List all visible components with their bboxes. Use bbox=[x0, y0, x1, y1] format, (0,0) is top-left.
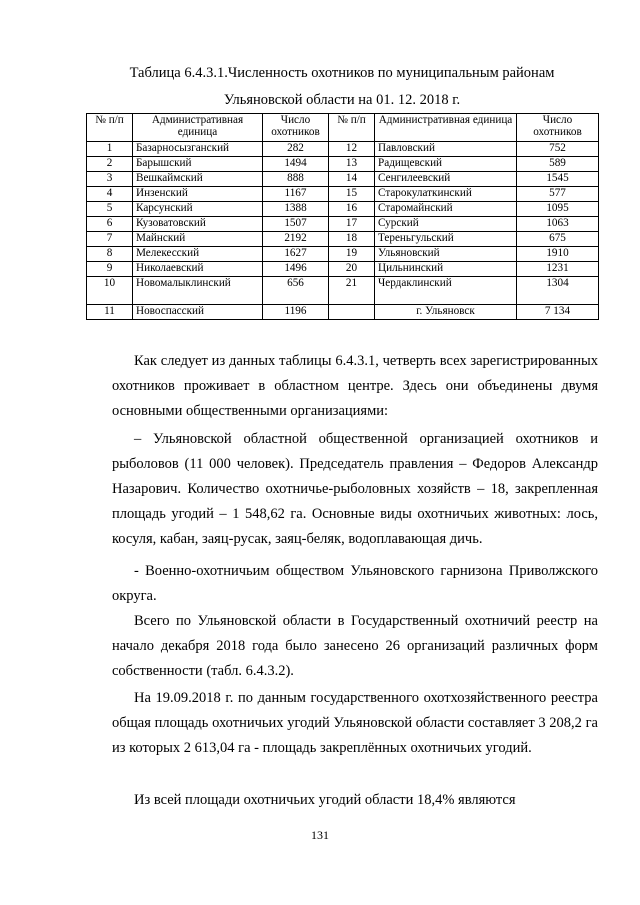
cell-number: 8 bbox=[87, 247, 133, 262]
header-number-2: № п/п bbox=[329, 114, 375, 142]
table-row bbox=[87, 262, 599, 277]
cell-unit: Сенгилеевский bbox=[375, 172, 517, 187]
cell-number: 1 bbox=[87, 142, 133, 157]
header-count-2: Число охотников bbox=[517, 114, 599, 142]
cell-unit: Павловский bbox=[375, 142, 517, 157]
cell-unit: Сурский bbox=[375, 217, 517, 232]
cell-count: 1388 bbox=[263, 202, 329, 217]
cell-unit: Радищевский bbox=[375, 157, 517, 172]
table-row bbox=[87, 305, 599, 320]
paragraph-2: – Ульяновской областной общественной организацией охотников и рыболовов (11 000 человек). Председатель правления – Федоров Александр Назарович. Количество охотничье-рыболовных хозяйств – 18, закрепленная площадь угодий – 1 548,62 га. Основные виды охотничьих животных: лось, косуля, кабан, заяц-русак, заяц-беляк, водоплавающая дичь. bbox=[112, 431, 598, 547]
cell-unit: Ульяновский bbox=[375, 247, 517, 262]
table-row bbox=[87, 187, 599, 202]
cell-number bbox=[329, 305, 375, 320]
paragraph-5: На 19.09.2018 г. по данным государственного охотхозяйственного реестра общая площадь охотничьих угодий Ульяновской области составляет 3 208,2 га из которых 2 613,04 га - площадь закреплённых охотничьих угодий. bbox=[112, 690, 598, 756]
cell-number: 21 bbox=[329, 277, 375, 305]
cell-number: 6 bbox=[87, 217, 133, 232]
cell-unit: Николаевский bbox=[133, 262, 263, 277]
cell-number: 20 bbox=[329, 262, 375, 277]
page-number: 131 bbox=[311, 828, 329, 842]
cell-unit: Старокулаткинский bbox=[375, 187, 517, 202]
cell-count: 282 bbox=[263, 142, 329, 157]
cell-number: 9 bbox=[87, 262, 133, 277]
cell-unit: Чердаклинский bbox=[375, 277, 517, 305]
cell-unit: Карсунский bbox=[133, 202, 263, 217]
hunters-table bbox=[86, 113, 599, 320]
table-row bbox=[87, 217, 599, 232]
cell-number: 13 bbox=[329, 157, 375, 172]
cell-count: 1167 bbox=[263, 187, 329, 202]
table-row bbox=[87, 247, 599, 262]
cell-count: 888 bbox=[263, 172, 329, 187]
cell-number: 4 bbox=[87, 187, 133, 202]
table-row bbox=[87, 157, 599, 172]
cell-unit: Старомайнский bbox=[375, 202, 517, 217]
cell-count: 1231 bbox=[517, 262, 599, 277]
cell-unit: Новомалыклинский bbox=[133, 277, 263, 305]
cell-count: 1494 bbox=[263, 157, 329, 172]
cell-unit: Инзенский bbox=[133, 187, 263, 202]
cell-number: 3 bbox=[87, 172, 133, 187]
table-row bbox=[87, 277, 599, 305]
cell-unit: Новоспасский bbox=[133, 305, 263, 320]
cell-number: 18 bbox=[329, 232, 375, 247]
cell-number: 7 bbox=[87, 232, 133, 247]
cell-unit: Вешкаймский bbox=[133, 172, 263, 187]
cell-unit: Цильнинский bbox=[375, 262, 517, 277]
cell-count: 656 bbox=[263, 277, 329, 305]
cell-count: 1304 bbox=[517, 277, 599, 305]
table-row bbox=[87, 232, 599, 247]
header-unit-2: Административная единица bbox=[375, 114, 517, 142]
cell-number: 19 bbox=[329, 247, 375, 262]
cell-count: 1545 bbox=[517, 172, 599, 187]
cell-number: 11 bbox=[87, 305, 133, 320]
cell-number: 16 bbox=[329, 202, 375, 217]
table-caption-line2: Ульяновской области на 01. 12. 2018 г. bbox=[223, 92, 461, 108]
cell-number: 2 bbox=[87, 157, 133, 172]
table-row bbox=[87, 142, 599, 157]
table-header-row bbox=[87, 114, 599, 142]
cell-count: 1095 bbox=[517, 202, 599, 217]
paragraph-1: Как следует из данных таблицы 6.4.3.1, четверть всех зарегистрированных охотников проживает в областном центре. Здесь они объединены двумя основными общественными организациями: bbox=[112, 353, 598, 419]
header-number: № п/п bbox=[87, 114, 133, 142]
paragraph-6: Из всей площади охотничьих угодий области 18,4% являются bbox=[134, 792, 516, 808]
cell-count: 1496 bbox=[263, 262, 329, 277]
cell-number: 15 bbox=[329, 187, 375, 202]
cell-unit: Кузоватовский bbox=[133, 217, 263, 232]
cell-unit: Базарносызганский bbox=[133, 142, 263, 157]
paragraph-3: - Военно-охотничьим обществом Ульяновского гарнизона Приволжского округа. bbox=[112, 563, 598, 604]
cell-count: 1627 bbox=[263, 247, 329, 262]
cell-number: 14 bbox=[329, 172, 375, 187]
cell-number: 17 bbox=[329, 217, 375, 232]
cell-unit: Мелекесский bbox=[133, 247, 263, 262]
cell-count: 1196 bbox=[263, 305, 329, 320]
cell-count: 752 bbox=[517, 142, 599, 157]
header-unit: Административная единица bbox=[133, 114, 263, 142]
cell-count: 2192 bbox=[263, 232, 329, 247]
cell-unit: г. Ульяновск bbox=[375, 305, 517, 320]
header-count: Число охотников bbox=[263, 114, 329, 142]
cell-count: 675 bbox=[517, 232, 599, 247]
table-row bbox=[87, 202, 599, 217]
table-caption-line1: Таблица 6.4.3.1.Численность охотников по муниципальным районам bbox=[129, 65, 555, 81]
paragraph-4: Всего по Ульяновской области в Государственный охотничий реестр на начало декабря 2018 года было занесено 26 организаций различных форм собственности (табл. 6.4.3.2). bbox=[112, 613, 598, 679]
cell-number: 5 bbox=[87, 202, 133, 217]
cell-count: 7 134 bbox=[517, 305, 599, 320]
cell-number: 12 bbox=[329, 142, 375, 157]
cell-unit: Тереньгульский bbox=[375, 232, 517, 247]
cell-number: 10 bbox=[87, 277, 133, 305]
cell-count: 1507 bbox=[263, 217, 329, 232]
cell-count: 1063 bbox=[517, 217, 599, 232]
table-row bbox=[87, 172, 599, 187]
cell-count: 1910 bbox=[517, 247, 599, 262]
cell-unit: Барышский bbox=[133, 157, 263, 172]
cell-count: 589 bbox=[517, 157, 599, 172]
cell-unit: Майнский bbox=[133, 232, 263, 247]
cell-count: 577 bbox=[517, 187, 599, 202]
